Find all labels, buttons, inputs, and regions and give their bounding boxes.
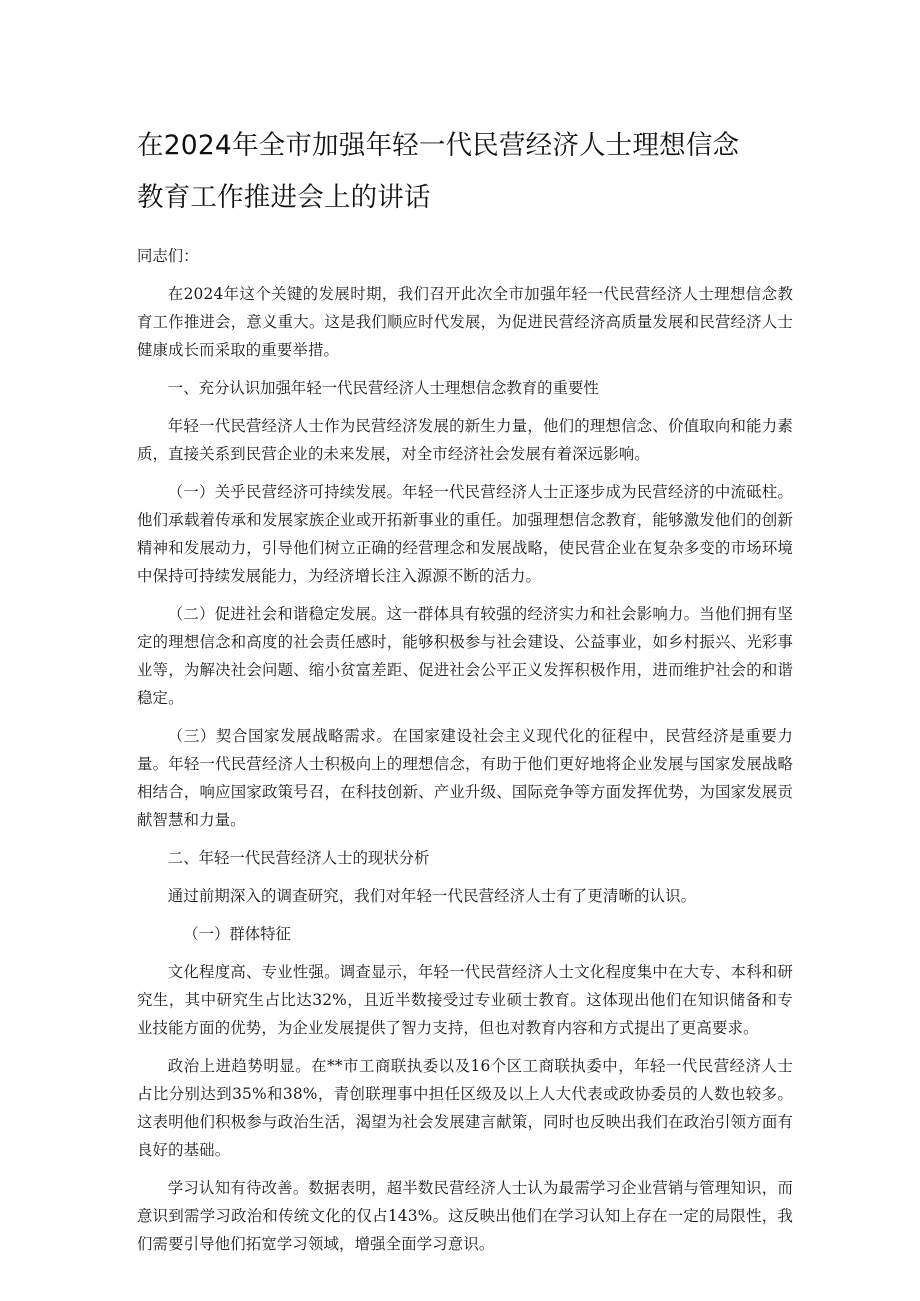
subsection-paragraph: （一）关乎民营经济可持续发展。年轻一代民营经济人士正逐步成为民营经济的中流砥柱。他们承载着传承和发展家族企业或开拓新事业的重任。加强理想信念教育，能够激发他们的创新精神和发展动力，引导他们树立正确的经营理念和发展战略，使民营企业在复杂多变的市场环境中保持可持续发展能力，为经济增长注入源源不断的活力。	[137, 483, 793, 585]
document-title	[137, 120, 793, 224]
subsection-paragraph: （三）契合国家发展战略需求。在国家建设社会主义现代化的征程中，民营经济是重要力量。年轻一代民营经济人士积极向上的理想信念，有助于他们更好地将企业发展与国家发展战略相结合，响应国家政策号召，在科技创新、产业升级、国际竞争等方面发挥优势，为国家发展贡献智慧和力量。	[137, 727, 793, 829]
body-paragraph: 学习认知有待改善。数据表明，超半数民营经济人士认为最需学习企业营销与管理知识，而意识到需学习政治和传统文化的仅占143%。这反映出他们在学习认知上存在一定的局限性，我们需要引导他们拓宽学习领域，增强全面学习意识。	[137, 1179, 793, 1253]
title-line-1: 在2024年全市加强年轻一代民营经济人士理想信念	[137, 130, 740, 161]
body-paragraph: 通过前期深入的调查研究，我们对年轻一代民营经济人士有了更清晰的认识。	[167, 887, 697, 905]
intro-paragraph: 在2024年这个关键的发展时期，我们召开此次全市加强年轻一代民营经济人士理想信念教育工作推进会，意义重大。这是我们顺应时代发展，为促进民营经济高质量发展和民营经济人士健康成长而采取的重要举措。	[137, 285, 793, 359]
section-heading-2: 二、年轻一代民营经济人士的现状分析	[167, 849, 430, 867]
subsection-paragraph: （二）促进社会和谐稳定发展。这一群体具有较强的经济实力和社会影响力。当他们拥有坚定的理想信念和高度的社会责任感时，能够积极参与社会建设、公益事业，如乡村振兴、光彩事业等，为解决社会问题、缩小贫富差距、促进社会公平正义发挥积极作用，进而维护社会的和谐稳定。	[137, 605, 793, 707]
subsection-heading: （一）群体特征	[183, 925, 291, 943]
body-paragraph: 文化程度高、专业性强。调查显示，年轻一代民营经济人士文化程度集中在大专、本科和研究生，其中研究生占比达32%，且近半数接受过专业硕士教育。这体现出他们在知识储备和专业技能方面的优势，为企业发展提供了智力支持，但也对教育内容和方式提出了更高要求。	[137, 963, 793, 1037]
body-paragraph: 政治上进趋势明显。在**市工商联执委以及16个区工商联执委中，年轻一代民营经济人士占比分别达到35%和38%，青创联理事中担任区级及以上人大代表或政协委员的人数也较多。这表明他们积极参与政治生活，渴望为社会发展建言献策，同时也反映出我们在政治引领方面有良好的基础。	[137, 1057, 793, 1159]
section-heading-1: 一、充分认识加强年轻一代民营经济人士理想信念教育的重要性	[167, 379, 599, 397]
body-paragraph: 年轻一代民营经济人士作为民营经济发展的新生力量，他们的理想信念、价值取向和能力素质，直接关系到民营企业的未来发展，对全市经济社会发展有着深远影响。	[137, 417, 793, 463]
document-content	[137, 120, 793, 1258]
title-line-2: 教育工作推进会上的讲话	[137, 182, 431, 213]
salutation: 同志们：	[137, 247, 199, 265]
